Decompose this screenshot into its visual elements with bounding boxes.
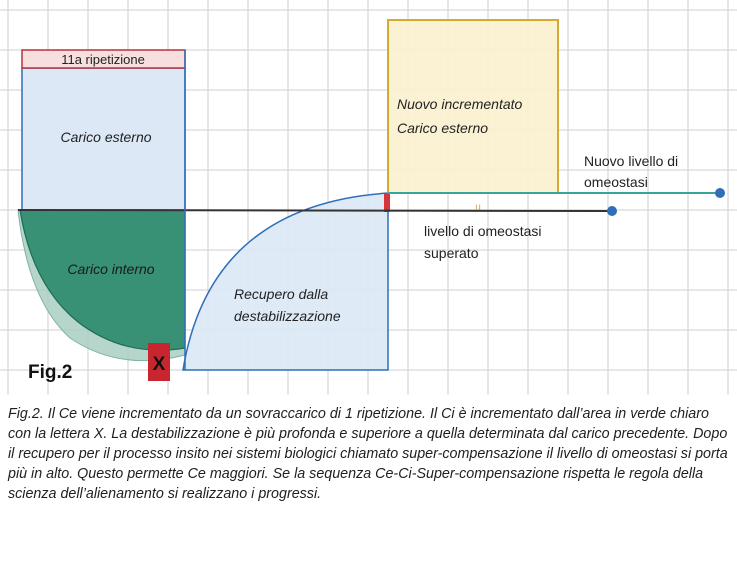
caption-text: Il Ce viene incrementato da un sovraccarico di 1 ripetizione. Il Ci è incrementato dall’area in verde chiaro con la lettera X. La destabilizzazione è più profonda e superiore a quella determinata dal carico precedente. Dopo il recupero per il processo insito nei sistemi biologici chiamato super-compensazione il livello di omeostasi si porta più in alto. Questo permette Ce maggiori. Se la sequenza Ce-Ci-Super-compensazione rispetta le regola della scienza dell’alienamento si realizzano i progressi. xyxy=(8,406,728,502)
homeostasis-exceeded-label-line-1: livello di omeostasi xyxy=(424,223,542,239)
new-external-load-label-line-1: Nuovo incrementato xyxy=(397,96,523,112)
repetition-label: 11a ripetizione xyxy=(61,52,145,67)
recovery-label-line-2: destabilizzazione xyxy=(234,308,341,324)
new-external-load-label-line-2: Carico esterno xyxy=(397,120,489,136)
internal-load-area xyxy=(20,210,185,350)
new-homeostasis-label-line-1: Nuovo livello di xyxy=(584,153,679,169)
small-yellow-mark: u xyxy=(475,202,481,213)
internal-load-label: Carico interno xyxy=(67,261,155,277)
junction-red-mark xyxy=(384,193,390,212)
x-marker-label: X xyxy=(152,354,166,375)
homeostasis-endpoint xyxy=(607,206,617,216)
external-load-label: Carico esterno xyxy=(60,129,152,145)
new-homeostasis-endpoint xyxy=(715,188,725,198)
recovery-label-line-1: Recupero dalla xyxy=(234,286,329,302)
homeostasis-baseline xyxy=(18,210,612,211)
figure-caption xyxy=(8,404,732,504)
recovery-area xyxy=(183,193,388,370)
homeostasis-exceeded-label-line-2: superato xyxy=(424,245,479,261)
figure-label: Fig.2 xyxy=(28,362,73,383)
caption-prefix: Fig.2. xyxy=(8,406,44,422)
new-homeostasis-label-line-2: omeostasi xyxy=(584,174,648,190)
